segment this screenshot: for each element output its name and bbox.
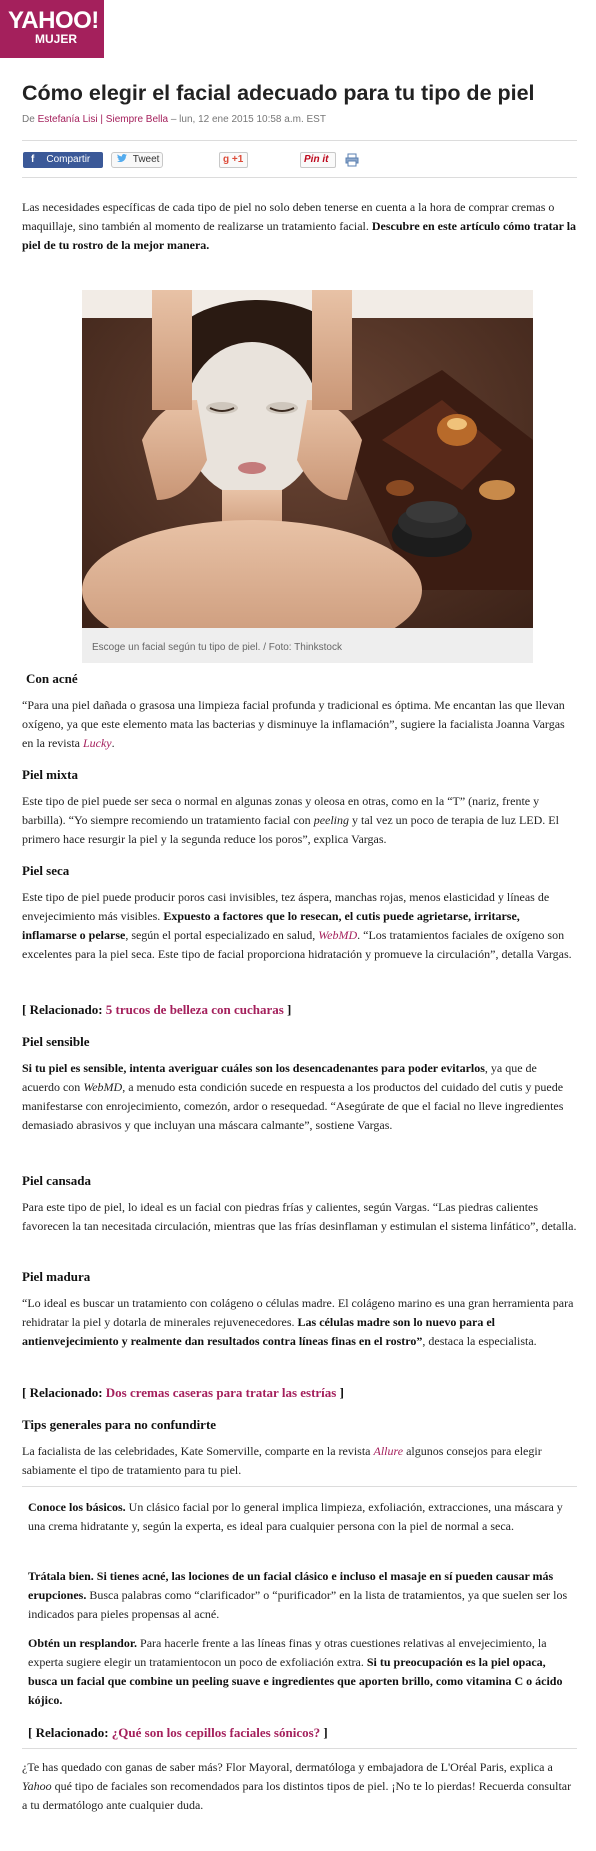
byline-separator: | <box>100 114 104 125</box>
tips-text-1: La facialista de las celebridades, Kate Somerville, comparte en la revista <box>22 1444 371 1458</box>
facebook-share-label: Compartir <box>46 154 91 165</box>
cierre-text-2: qué tipo de faciales son recomendados para los distintos tipos de piel. ¡No te lo pierdas! Recuerda consultar a tu dermatólogo ante cualquier duda. <box>22 1779 572 1812</box>
related-1-close: ] <box>287 1002 292 1017</box>
intro-bold: Descubre en este artículo cómo tratar la piel de tu rostro de la mejor manera. <box>22 219 577 252</box>
divider <box>22 140 577 141</box>
resplandor-bold-1: Obtén un resplandor. <box>28 1636 138 1650</box>
print-icon <box>345 153 359 167</box>
related-link-3 <box>28 1724 328 1742</box>
heading-piel-mixta: Piel mixta <box>22 767 78 782</box>
related-2-link[interactable]: Dos cremas caseras para tratar las estrías <box>105 1385 337 1400</box>
spa-facial-illustration <box>82 290 533 628</box>
paragraph-acne <box>22 696 577 753</box>
tip-basicos <box>28 1498 577 1536</box>
logo-yahoo-text: YAHOO! <box>8 7 99 34</box>
facebook-share-button[interactable] <box>23 152 103 168</box>
madura-text-1: “Lo ideal es buscar un tratamiento con colágeno o células madre. El colágeno marino es una gran herramienta para rehidratar la piel y dotarla de minerales rejuvenecedores. <box>22 1296 574 1329</box>
heading-piel-seca: Piel seca <box>22 863 70 878</box>
basicos-text: Un clásico facial por lo general implica limpieza, exfoliación, extracciones, una máscara y una crema hidratante y, según la experta, es ideal para cualquier persona con la piel de normal a seca. <box>28 1500 563 1533</box>
related-1-link[interactable]: 5 trucos de belleza con cucharas <box>105 1002 284 1017</box>
related-1-open: [ Relacionado: <box>22 1002 103 1017</box>
heading-tips: Tips generales para no confundirte <box>22 1417 217 1432</box>
article-intro <box>22 198 577 255</box>
tratala-text: Busca palabras como “clarificador” o “purificador” en la lista de tratamientos, ya que suelen ser los indicados para pieles propensas al acné. <box>28 1588 568 1621</box>
google-plus-button[interactable] <box>219 152 248 168</box>
twitter-bird-icon <box>117 154 130 165</box>
sensible-italic: WebMD <box>83 1080 123 1094</box>
paragraph-cierre <box>22 1758 577 1815</box>
related-2-close: ] <box>339 1385 344 1400</box>
divider <box>22 177 577 178</box>
heading-con-acne: Con acné <box>26 671 78 686</box>
mixta-italic: peeling <box>313 813 350 827</box>
webmd-link[interactable]: WebMD <box>318 928 358 942</box>
paragraph-seca <box>22 888 577 964</box>
acne-end: . <box>111 736 115 750</box>
byline-prefix: De <box>22 114 35 125</box>
logo-section-text: MUJER <box>35 32 78 46</box>
basicos-bold: Conoce los básicos. <box>28 1500 126 1514</box>
related-3-open: [ Relacionado: <box>28 1725 109 1740</box>
byline-author-link[interactable]: Estefanía Lisi <box>37 114 98 125</box>
allure-magazine-link[interactable]: Allure <box>373 1444 404 1458</box>
byline-date: – lun, 12 ene 2015 10:58 a.m. EST <box>170 114 326 125</box>
mixta-text-1: Este tipo de piel puede ser seca o normal en algunas zonas y oleosa en otras, como en la “T” (nariz, frente y barbilla). “Yo siempre recomiendo un tratamiento facial con <box>22 794 540 827</box>
mixta-text-2: y tal vez un poco de terapia de luz LED. El primero hace resurgir la piel y la segunda reduce los poros”, explica Vargas. <box>22 813 559 846</box>
pinterest-pin-button[interactable] <box>300 152 336 168</box>
print-button[interactable] <box>345 153 359 167</box>
related-3-link[interactable]: ¿Qué son los cepillos faciales sónicos? <box>111 1725 321 1740</box>
lucky-magazine-link[interactable]: Lucky <box>82 736 112 750</box>
article-photo <box>82 290 533 628</box>
divider <box>22 1486 577 1487</box>
tip-tratala <box>28 1567 577 1624</box>
sensible-text-2: , a menudo esta condición sucede en respuesta a los productos del cuidado del cutis y puede manifestarse con enrojecimiento, comezón, ardor o resequedad. “Asegúrate de que el facial no lleve ingredientes demasiado abrasivos y que incluyan una máscara calmante”, sostiene Vargas. <box>22 1080 564 1132</box>
related-link-1 <box>22 1001 291 1019</box>
yahoo-mujer-logo[interactable] <box>0 0 104 58</box>
seca-text-2: , según el portal especializado en salud, <box>125 928 316 942</box>
madura-text-2: , destaca la especialista. <box>422 1334 537 1348</box>
acne-text: “Para una piel dañada o grasosa una limpieza facial profunda y tradicional es óptima. Me encantan las que llevan oxígeno, ya que este elemento mata las bacterias y disminuye la inflamación”, sugiere la facialista Joanna Vargas en la revista <box>22 698 565 750</box>
pinterest-label: Pin it <box>304 154 329 165</box>
article-title: Cómo elegir el facial adecuado para tu tipo de piel <box>22 81 535 105</box>
paragraph-madura <box>22 1294 577 1351</box>
tip-resplandor <box>28 1634 577 1710</box>
paragraph-mixta <box>22 792 577 849</box>
related-link-2 <box>22 1384 344 1402</box>
tweet-button[interactable] <box>111 152 163 168</box>
article-byline <box>22 114 326 125</box>
heading-piel-madura: Piel madura <box>22 1269 91 1284</box>
seca-text-3: . “Los tratamientos faciales de oxígeno son excelentes para la piel seca. Este tipo de facial proporciona hidratación y promueve la circulación”, detalla Vargas. <box>22 928 572 961</box>
byline-source-link[interactable]: Siempre Bella <box>105 114 169 125</box>
tratala-bold: Trátala bien. Si tienes acné, las lociones de un facial clásico e incluso el masaje en sí pueden causar más erupciones. <box>28 1569 554 1602</box>
heading-piel-sensible: Piel sensible <box>22 1034 90 1049</box>
resplandor-text: Para hacerle frente a las líneas finas y otras cuestiones relativas al envejecimiento, la experta sugiere elegir un tratamientocon un poco de exfoliación extra. <box>28 1636 547 1669</box>
tips-text-2: algunos consejos para elegir sabiamente el tipo de tratamiento para tu piel. <box>22 1444 542 1477</box>
paragraph-cansada: Para este tipo de piel, lo ideal es un facial con piedras frías y calientes, según Vargas. “Las piedras calientes favorecen la tan necesitada circulación, mientras que las frías desinflaman y estimulan el sistema linfático”, detalla. <box>22 1200 577 1233</box>
related-3-close: ] <box>323 1725 328 1740</box>
photo-caption: Escoge un facial según tu tipo de piel. / Foto: Thinkstock <box>92 642 342 653</box>
facebook-icon: f <box>31 154 35 165</box>
resplandor-bold-2: Si tu preocupación es la piel opaca, busca un facial que combine un peeling suave e ingredientes que aporten brillo, como vitamina C o ácido kójico. <box>28 1655 563 1707</box>
related-2-open: [ Relacionado: <box>22 1385 103 1400</box>
google-plus-label: +1 <box>231 154 244 165</box>
intro-text: Las necesidades específicas de cada tipo de piel no solo deben tenerse en cuenta a la hora de comprar cremas o maquillaje, sino también al momento de realizarse un tratamiento facial. <box>22 200 555 233</box>
cierre-text-1: ¿Te has quedado con ganas de saber más? Flor Mayoral, dermatóloga y embajadora de L'Oréal Paris, explica a <box>22 1760 553 1774</box>
paragraph-sensible <box>22 1059 577 1135</box>
seca-bold: Expuesto a factores que lo resecan, el cutis puede agrietarse, irritarse, inflamarse o pelarse <box>22 909 520 942</box>
madura-bold: Las células madre son lo nuevo para el antienvejecimiento y realmente dan resultados contra líneas finas en el rostro” <box>22 1315 495 1348</box>
paragraph-tips <box>22 1442 577 1480</box>
sensible-bold: Si tu piel es sensible, intenta averiguar cuáles son los desencadenantes para poder evitarlos <box>22 1061 485 1075</box>
sensible-text-1: , ya que de acuerdo con <box>22 1061 537 1094</box>
google-plus-icon: g <box>223 154 230 165</box>
heading-piel-cansada: Piel cansada <box>22 1173 91 1188</box>
tweet-label: Tweet <box>132 154 160 165</box>
divider <box>22 1748 577 1749</box>
seca-text-1: Este tipo de piel puede producir poros casi invisibles, tez áspera, manchas rojas, menos elasticidad y líneas de envejecimiento más visibles. <box>22 890 550 923</box>
cierre-italic: Yahoo <box>22 1779 52 1793</box>
